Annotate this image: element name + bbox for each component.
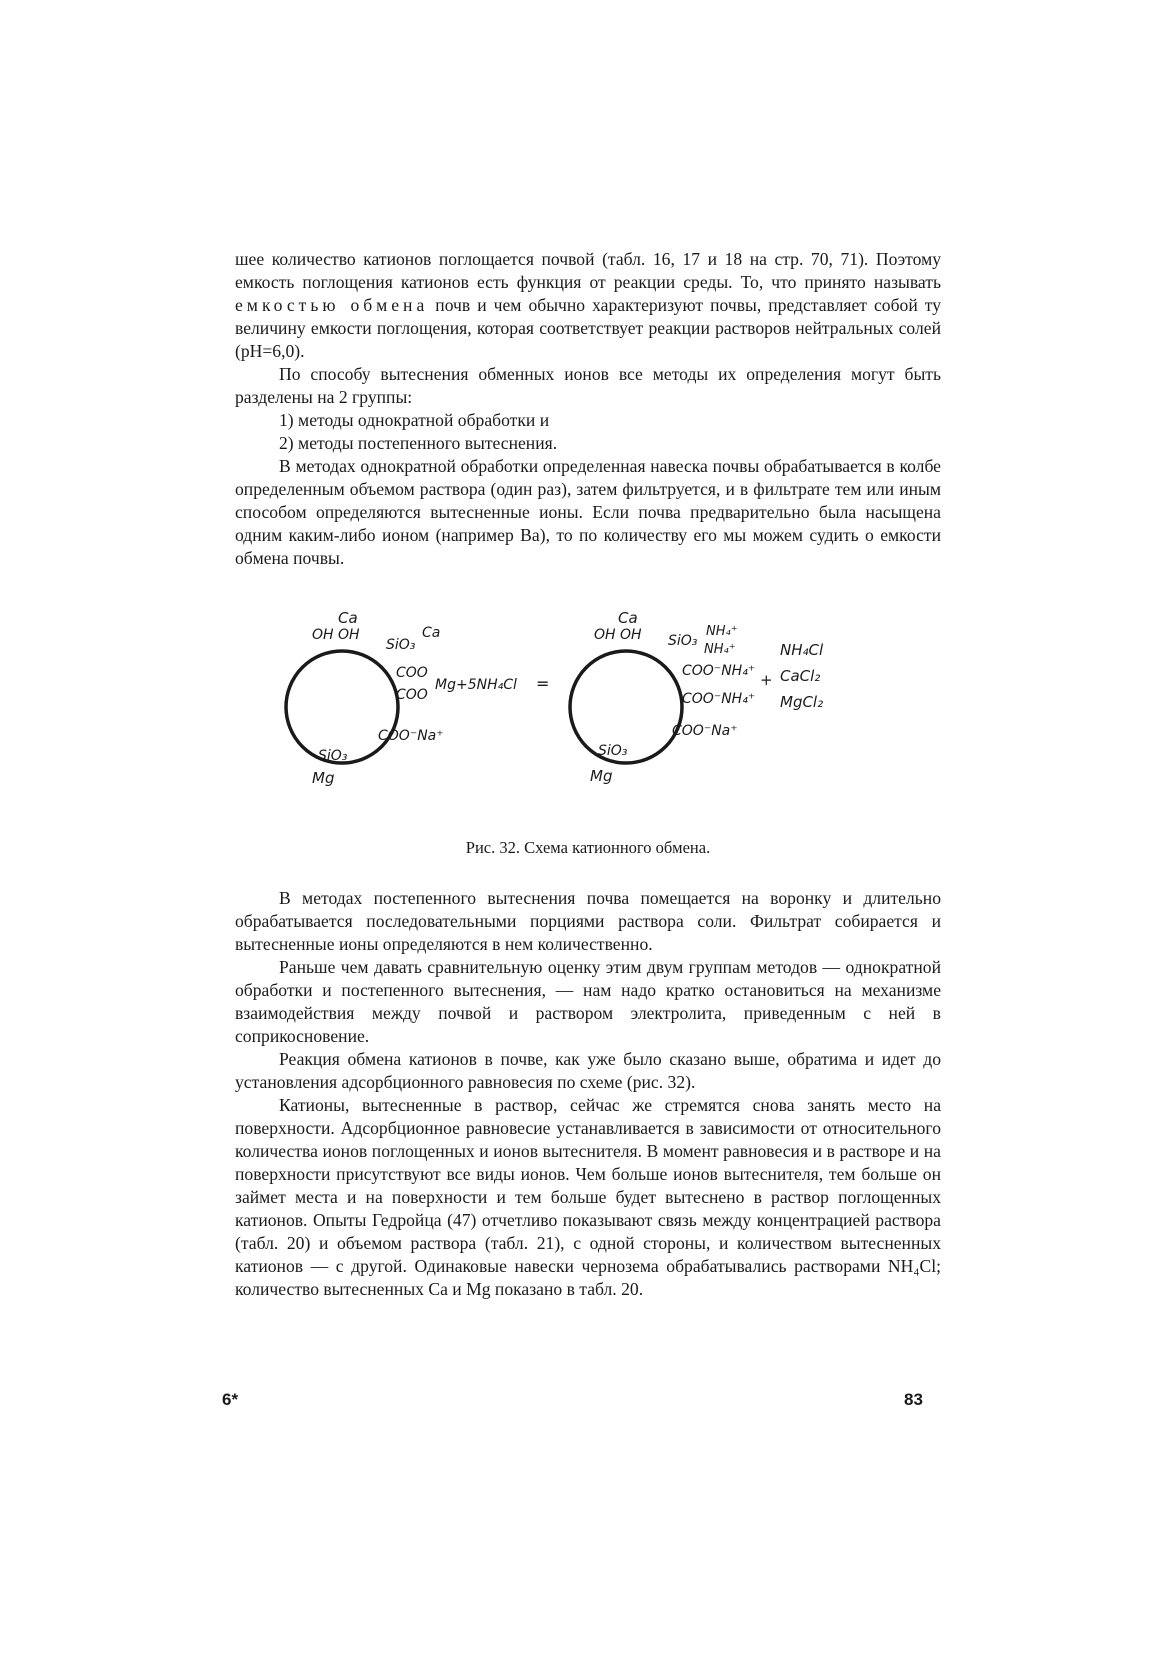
left-coona: COO⁻Na⁺ xyxy=(378,728,444,744)
product-mgcl2: MgCl₂ xyxy=(780,693,824,711)
paragraph-3: В методах однократной обработки определенная навеска почвы обрабатывается в колбе определенным объемом раствора (один раз), затем фильтруется, и в фильтрате тем или иным способом определяются вытесненные ионы. Если почва предварительно была насыщена одним каким-либо ионом (например Ba), то по количеству его мы можем судить о емкости обмена почвы. xyxy=(235,456,941,568)
signature-mark: 6* xyxy=(222,1390,239,1409)
left-sio3: SiO₃ xyxy=(386,637,416,653)
left-reagent: Mg+5NH₄Cl xyxy=(435,677,517,693)
right-nh4-b: NH₄⁺ xyxy=(704,642,736,657)
paragraph-1 xyxy=(235,248,941,363)
paragraph-1-start: шее количество катионов поглощается почвой (табл. 16, 17 и 18 на стр. 70, 71). Поэтому емкость поглощения катионов есть функция от реакции среды. То, что принято называть xyxy=(235,249,941,292)
page-number: 83 xyxy=(904,1390,923,1409)
paragraph-6: Реакция обмена катионов в почве, как уже было сказано выше, обратима и идет до установления адсорбционного равновесия по схеме (рис. 32). xyxy=(235,1049,941,1092)
left-ca: Ca xyxy=(422,625,441,641)
emphasis-term: емкостью обмена xyxy=(235,295,429,315)
text-block-bottom xyxy=(235,887,941,1301)
right-sio3: SiO₃ xyxy=(668,633,698,649)
left-top-ca: Ca xyxy=(338,609,358,627)
right-top-ca: Ca xyxy=(618,609,638,627)
paragraph-1-end: почв и чем обычно характеризуют почвы, представляет собой ту величину емкости поглощения, которая соответствует реакции растворов нейтральных солей (pH=6,0). xyxy=(235,295,941,361)
left-bottom-sio3: SiO₃ xyxy=(318,748,348,764)
left-coo-1: COO xyxy=(396,665,428,681)
list-item-2: 2) методы постепенного вытеснения. xyxy=(279,433,558,453)
soil-particle-left xyxy=(286,651,398,763)
right-coonh4-b: COO⁻NH₄⁺ xyxy=(682,691,756,707)
paragraph-4: В методах постепенного вытеснения почва помещается на воронку и длительно обрабатывается последовательными порциями раствора соли. Фильтрат собирается и вытесненные ионы определяются в нем количественно. xyxy=(235,888,941,954)
paragraph-5: Раньше чем давать сравнительную оценку этим двум группам методов — однократной обработки и постепенного вытеснения, — нам надо кратко остановиться на механизме взаимодействия между почвой и раствором электролита, приведенным с ней в соприкосновение. xyxy=(235,957,941,1046)
product-nh4cl: NH₄Cl xyxy=(780,641,824,659)
left-coo-2: COO xyxy=(396,687,428,703)
left-top-ohoh: OH OH xyxy=(312,627,360,643)
text-block-top xyxy=(235,248,941,570)
right-coona: COO⁻Na⁺ xyxy=(672,723,738,739)
left-bottom-mg: Mg xyxy=(312,769,335,787)
right-bottom-mg: Mg xyxy=(590,767,613,785)
list-item-1: 1) методы однократной обработки и xyxy=(279,410,550,430)
right-top-ohoh: OH OH xyxy=(594,627,642,643)
plus-sign: + xyxy=(760,671,773,689)
right-nh4-a: NH₄⁺ xyxy=(706,624,738,639)
right-bottom-sio3: SiO₃ xyxy=(598,743,628,759)
equals-sign: = xyxy=(536,674,550,693)
cation-exchange-figure xyxy=(280,609,900,855)
product-cacl2: CaCl₂ xyxy=(780,667,821,685)
paragraph-2: По способу вытеснения обменных ионов все методы их определения могут быть разделены на 2 группы: xyxy=(235,364,941,407)
paragraph-7: Катионы, вытесненные в раствор, сейчас же стремятся снова занять место на поверхности. Адсорбционное равновесие устанавливается в зависимости от относительного количества ионов поглощенных и ионов вытеснителя. В момент равновесия и в растворе и на поверхности присутствуют все виды ионов. Чем больше ионов вытеснителя, тем больше он займет места и на поверхности и тем больше будет вытеснено в раствор поглощенных катионов. Опыты Гедройца (47) отчетливо показывают связь между концентрацией раствора (табл. 20) и объемом раствора (табл. 21), с одной стороны, и количеством вытесненных катионов — с другой. Одинаковые навески чернозема обрабатывались растворами NH₄Cl; количество вытесненных Ca и Mg показано в табл. 20. xyxy=(235,1095,941,1299)
right-coonh4-a: COO⁻NH₄⁺ xyxy=(682,663,756,679)
figure-caption: Рис. 32. Схема катионного обмена. xyxy=(465,838,711,857)
